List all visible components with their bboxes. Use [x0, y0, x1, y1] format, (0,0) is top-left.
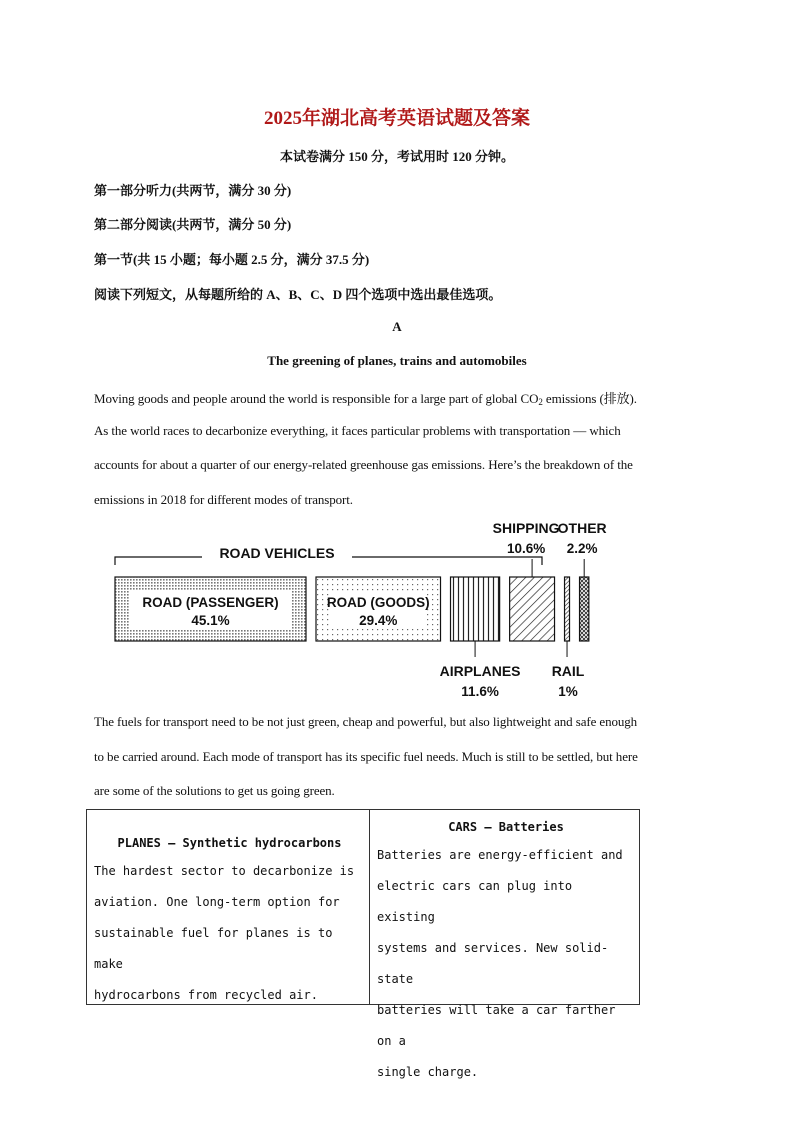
part-two-heading: 第二部分阅读(共两节，满分 50 分) — [94, 217, 292, 232]
cell-line: batteries will take a car farther on a — [377, 1003, 616, 1048]
cell-line: systems and services. New solid-state — [377, 941, 609, 986]
passage-title: The greening of planes, trains and automobiles — [267, 353, 527, 368]
paragraph-text: Moving goods and people around the world is responsible for a large part of global CO — [94, 391, 539, 406]
planes-heading: PLANES — Synthetic hydrocarbons — [117, 836, 342, 850]
value-label-airplanes: 11.6% — [461, 684, 499, 699]
value-label-road-passenger: 45.1% — [191, 613, 230, 628]
group-label: ROAD VEHICLES — [219, 545, 335, 561]
cars-body — [377, 840, 635, 1088]
paragraph-line: accounts for about a quarter of our energy-related greenhouse gas emissions. Here’s the breakdown of the — [94, 457, 633, 472]
category-label-other: OTHER — [557, 520, 607, 536]
paragraph-line: are some of the solutions to get us going green. — [94, 783, 335, 798]
cars-cell — [370, 810, 639, 1079]
cell-line: electric cars can plug into existing — [377, 879, 573, 924]
subscript: 2 — [538, 397, 543, 407]
bar-rail — [565, 577, 570, 641]
category-label-road-goods: ROAD (GOODS) — [326, 595, 430, 610]
cell-line: sustainable fuel for planes is to make — [94, 926, 333, 971]
paragraph-line: emissions in 2018 for different modes of transport. — [94, 492, 353, 507]
value-label-other: 2.2% — [566, 541, 598, 556]
category-label-airplanes: AIRPLANES — [439, 663, 521, 679]
paragraph-line — [94, 388, 637, 407]
category-label-rail: RAIL — [551, 663, 585, 679]
paragraph-text: emissions (排放). — [542, 391, 637, 406]
cell-line: Batteries are energy-efficient and — [377, 848, 623, 862]
section-one-heading: 第一节(共 15 小题；每小题 2.5 分，满分 37.5 分) — [94, 252, 370, 267]
category-label-shipping: SHIPPING — [492, 520, 560, 536]
part-one-heading: 第一部分听力(共两节，满分 30 分) — [94, 183, 292, 198]
solutions-table — [86, 809, 640, 1079]
paragraph-line: The fuels for transport need to be not just green, cheap and powerful, but also lightweight and safe enough — [94, 714, 638, 729]
planes-cell — [87, 810, 370, 1004]
passage-letter: A — [392, 319, 402, 334]
paragraph-line: to be carried around. Each mode of transport has its specific fuel needs. Much is still to be settled, but here — [94, 749, 638, 764]
instruction-text: 阅读下列短文，从每题所给的 A、B、C、D 四个选项中选出最佳选项。 — [94, 287, 502, 302]
cell-line: The hardest sector to decarbonize is — [94, 864, 355, 878]
paragraph-line: As the world races to decarbonize everything, it faces particular problems with transportation — which — [94, 423, 621, 438]
bar-airplanes — [451, 577, 500, 641]
cell-line: hydrocarbons from recycled air. — [94, 988, 318, 1002]
planes-body — [94, 856, 365, 1011]
category-label-road-passenger: ROAD (PASSENGER) — [142, 595, 279, 610]
cell-line: single charge. — [377, 1065, 479, 1079]
value-label-rail: 1% — [558, 684, 578, 699]
exam-info: 本试卷满分 150 分，考试用时 120 分钟。 — [279, 149, 514, 164]
bar-shipping — [510, 577, 555, 641]
value-label-road-goods: 29.4% — [359, 613, 398, 628]
value-label-shipping: 10.6% — [506, 541, 546, 556]
bar-other — [580, 577, 589, 641]
page-title: 2025年湖北高考英语试题及答案 — [263, 108, 530, 129]
cell-line: aviation. One long-term option for — [94, 895, 340, 909]
cars-heading: CARS — Batteries — [448, 820, 564, 834]
emissions-chart — [106, 513, 636, 703]
